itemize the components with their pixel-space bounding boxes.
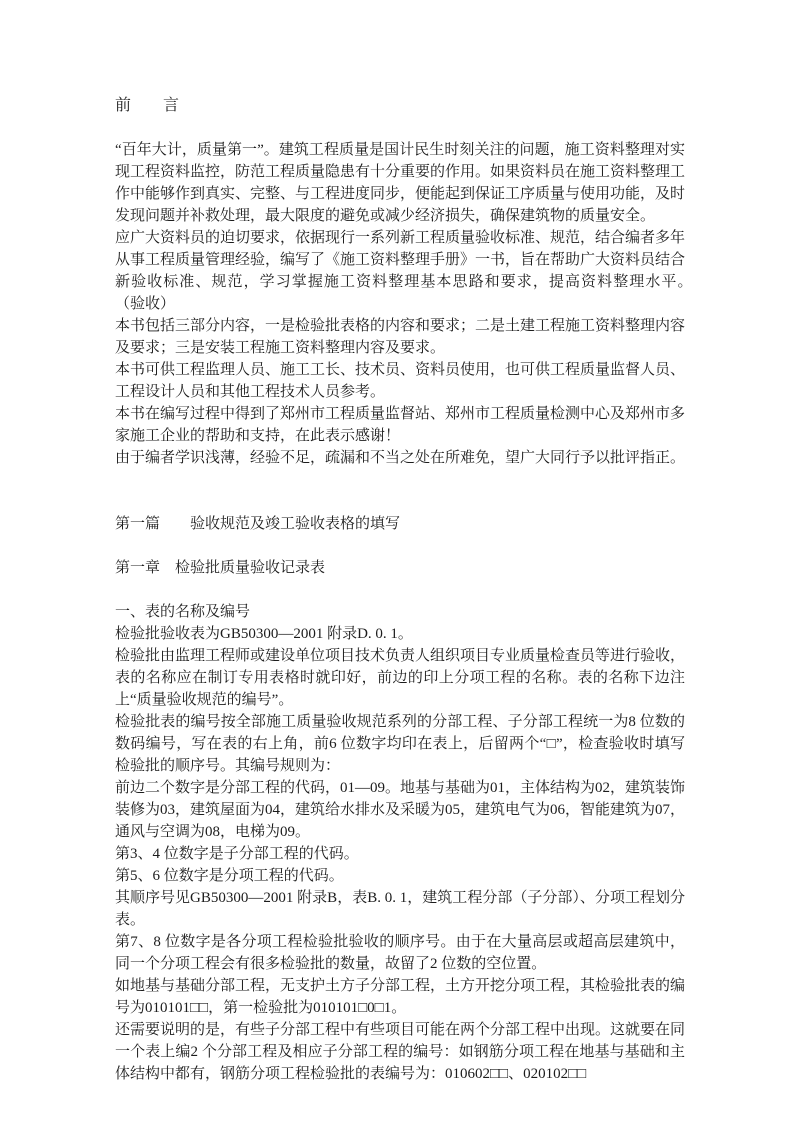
body-paragraph-2: 检验批由监理工程师或建设单位项目技术负责人组织项目专业质量检查员等进行验收，表的名称应在制订专用表格时就印好，前边的印上分项工程的名称。表的名称下边注上“质量验收规范的编号”。 (115, 648, 686, 708)
body-paragraph-6: 第5、6 位数字是分项工程的代码。 (115, 868, 344, 884)
preface-paragraph-6: 由于编者学识浅薄，经验不足，疏漏和不当之处在所难免，望广大同行予以批评指正。 (115, 450, 686, 466)
body-paragraph-1: 检验批验收表为GB50300—2001 附录D. 0. 1。 (115, 626, 413, 642)
document-content (115, 95, 761, 1085)
preface-title: 前 言 (115, 97, 180, 114)
preface-paragraph-3: 本书包括三部分内容，一是检验批表格的内容和要求；二是土建工程施工资料整理内容及要求；三是安装工程施工资料整理内容及要求。 (115, 318, 686, 356)
body-paragraph-9: 如地基与基础分部工程，无支护土方子分部工程，土方开挖分项工程，其检验批表的编号为010101□□，第一检验批为010101□0□1。 (115, 978, 686, 1016)
preface-paragraph-4: 本书可供工程监理人员、施工工长、技术员、资料员使用，也可供工程质量监督人员、工程设计人员和其他工程技术人员参考。 (115, 362, 686, 400)
body-paragraph-8: 第7、8 位数字是各分项工程检验批验收的顺序号。由于在大量高层或超高层建筑中，同一个分项工程会有很多检验批的数量，故留了2 位数的空位置。 (115, 934, 685, 972)
body-paragraph-7: 其顺序号见GB50300—2001 附录B，表B. 0. 1，建筑工程分部（子分部）、分项工程划分表。 (115, 890, 685, 928)
preface-paragraph-2: 应广大资料员的迫切要求，依据现行一系列新工程质量验收标准、规范，结合编者多年从事工程质量管理经验，编写了《施工资料整理手册》一书，旨在帮助广大资料员结合新验收标准、规范，学习掌握施工资料整理基本思路和要求，提高资料整理水平。 （验收） (115, 230, 761, 312)
body-paragraph-3: 检验批表的编号按全部施工质量验收规范系列的分部工程、子分部工程统一为8 位数的数码编号，写在表的右上角，前6 位数字均印在表上，后留两个“□”，检查验收时填写检验批的顺序号。其编号规则为： (115, 714, 685, 774)
preface-paragraph-1: “百年大计，质量第一”。建筑工程质量是国计民生时刻关注的问题，施工资料整理对实现工程资料监控，防范工程质量隐患有十分重要的作用。如果资料员在施工资料整理工作中能够作到真实、完整、与工程进度同步，便能起到保证工序质量与使用功能，及时发现问题并补救处理，最大限度的避免或减少经济损失，确保建筑物的质量安全。 (115, 142, 686, 224)
body-paragraph-10: 还需要说明的是，有些子分部工程中有些项目可能在两个分部工程中出现。这就要在同一个表上编2 个分部工程及相应子分部工程的编号：如钢筋分项工程在地基与基础和主体结构中都有，钢筋分项工程检验批的表编号为：010602□□、020102□□ (115, 1022, 686, 1082)
body-paragraph-5: 第3、4 位数字是子分部工程的代码。 (115, 846, 359, 862)
chapter1-heading: 第一章 检验批质量验收记录表 (115, 560, 326, 576)
body-paragraph-4: 前边二个数字是分部工程的代码，01—09。地基与基础为01，主体结构为02，建筑装饰装修为03，建筑屋面为04，建筑给水排水及采暖为05，建筑电气为06，智能建筑为07，通风与空调为08，电梯为09。 (115, 780, 686, 840)
preface-paragraph-5: 本书在编写过程中得到了郑州市工程质量监督站、郑州市工程质量检测中心及郑州市多家施工企业的帮助和支持，在此表示感谢！ (115, 406, 686, 444)
part1-heading: 第一篇 验收规范及竣工验收表格的填写 (115, 516, 401, 532)
section1-heading: 一、表的名称及编号 (115, 604, 251, 620)
